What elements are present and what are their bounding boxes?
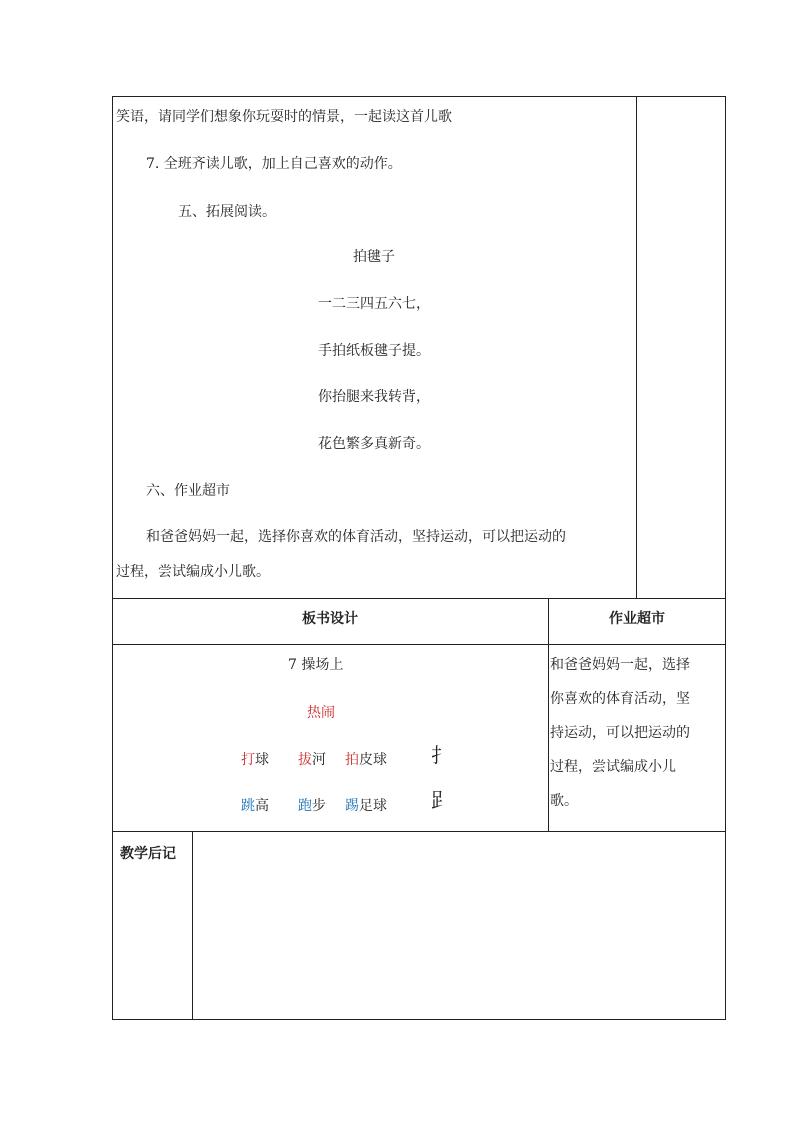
poem-line: 你抬腿来我转背，: [318, 389, 430, 405]
word-rest: 河: [312, 752, 326, 768]
board-word: [345, 750, 387, 770]
board-word: [298, 750, 326, 770]
step-7: 7. 全班齐读儿歌，加上自己喜欢的动作。: [146, 156, 402, 172]
word-rest: 步: [312, 798, 326, 814]
table-border-right: [725, 96, 726, 1020]
table-divider-board-body: [112, 644, 726, 645]
board-word: [298, 796, 326, 816]
homework-box-line: 歌。: [550, 793, 578, 809]
section-6-heading: 六、作业超市: [146, 483, 230, 499]
board-word: [241, 750, 269, 770]
word-key-char: 打: [241, 752, 255, 768]
board-word: [241, 796, 269, 816]
poem-line: 手拍纸板毽子提。: [318, 343, 430, 359]
lesson-plan-table: [112, 96, 726, 1020]
word-key-char: 跑: [298, 798, 312, 814]
word-rest: 皮球: [359, 752, 387, 768]
board-title: 7 操场上: [288, 657, 344, 673]
homework-header: 作业超市: [609, 611, 665, 627]
word-key-char: 跳: [241, 798, 255, 814]
word-key-char: 拍: [345, 752, 359, 768]
homework-box-line: 和爸爸妈妈一起，选择: [550, 657, 690, 673]
homework-box-line: 过程，尝试编成小儿: [550, 759, 676, 775]
board-word: [345, 796, 387, 816]
teaching-reflection-area[interactable]: [193, 832, 725, 1019]
teaching-reflection-label: 教学后记: [120, 846, 176, 862]
foot-radical: 𧾷: [431, 788, 451, 812]
word-rest: 足球: [359, 798, 387, 814]
poem-line: 一二三四五六七，: [318, 296, 430, 312]
table-border-left: [112, 96, 113, 1020]
intro-line: 笑语，请同学们想象你玩耍时的情景，一起读这首儿歌: [116, 109, 452, 125]
board-theme: 热闹: [307, 705, 335, 721]
table-notes-column-divider: [636, 96, 637, 598]
homework-box-line: 你喜欢的体育活动，坚: [550, 691, 690, 707]
word-key-char: 踢: [345, 798, 359, 814]
section-5-heading: 五、拓展阅读。: [178, 204, 276, 220]
word-key-char: 拔: [298, 752, 312, 768]
table-border-bottom: [112, 1019, 726, 1020]
hand-radical: 扌: [431, 743, 451, 767]
poem-title: 拍毽子: [353, 249, 395, 265]
table-border-top: [112, 96, 726, 97]
homework-line: 过程，尝试编成小儿歌。: [116, 564, 270, 580]
table-board-column-divider: [548, 598, 549, 831]
word-rest: 球: [255, 752, 269, 768]
homework-line: 和爸爸妈妈一起，选择你喜欢的体育活动，坚持运动，可以把运动的: [146, 529, 566, 545]
table-divider-board-header: [112, 598, 726, 599]
homework-box-line: 持运动，可以把运动的: [550, 725, 690, 741]
word-rest: 高: [255, 798, 269, 814]
poem-line: 花色繁多真新奇。: [318, 436, 430, 452]
board-design-header: 板书设计: [302, 611, 358, 627]
